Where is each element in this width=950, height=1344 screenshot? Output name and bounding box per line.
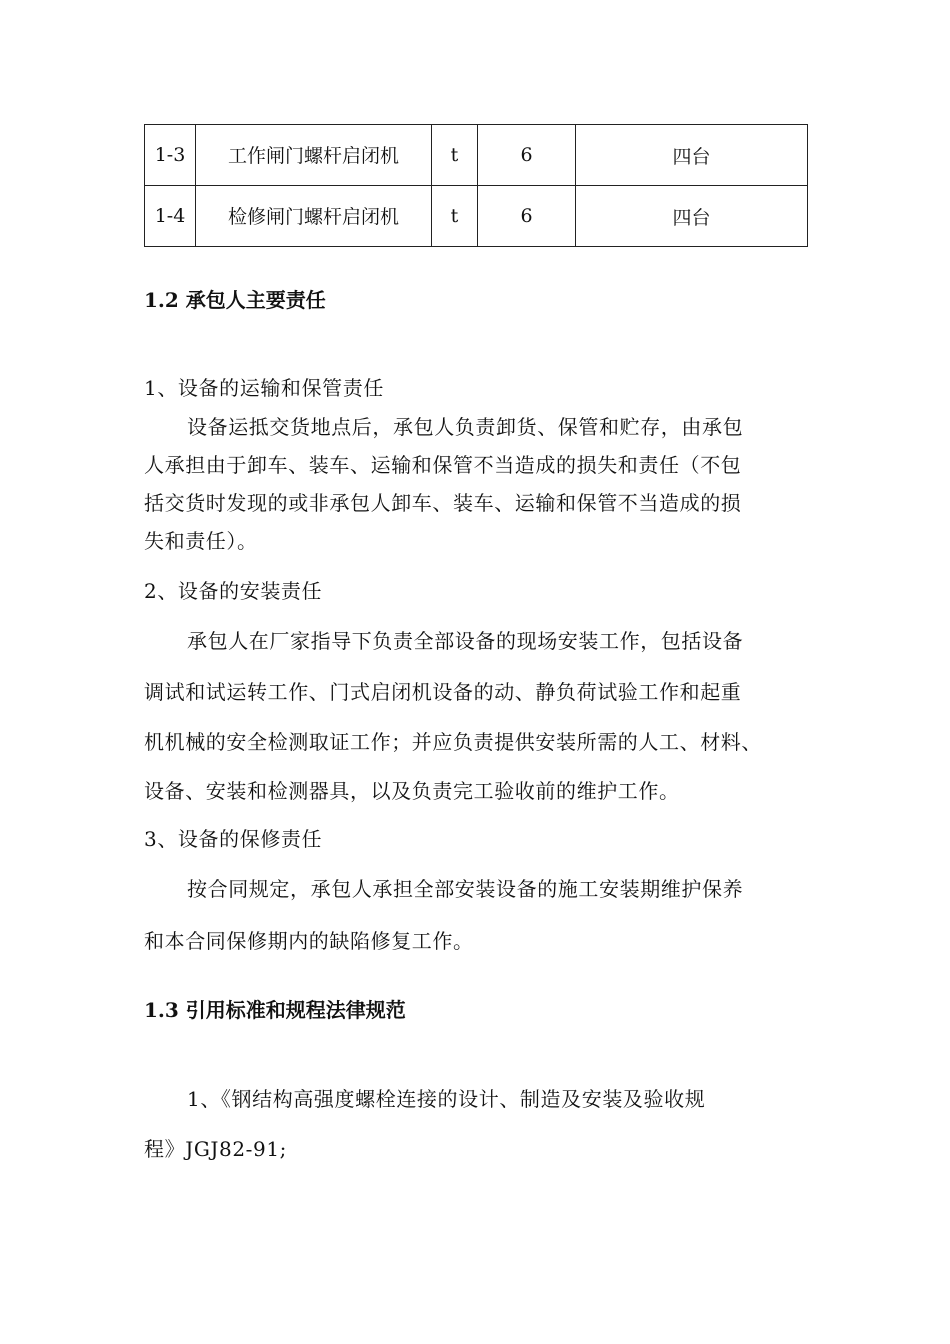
item2-line: 机机械的安全检测取证工作；并应负责提供安装所需的人工、材料、: [144, 730, 762, 754]
table-row: [145, 186, 808, 247]
unit: t: [432, 186, 478, 247]
item1-line: 设备运抵交货地点后，承包人负责卸货、保管和贮存，由承包: [187, 415, 744, 439]
count: 四台: [576, 125, 808, 186]
standard-line: 程》JGJ82-91;: [144, 1137, 288, 1161]
item2-line: 调试和试运转工作、门式启闭机设备的动、静负荷试验工作和起重: [144, 680, 742, 704]
section-heading-1-2: 1.2 承包人主要责任: [144, 288, 326, 312]
quantity: 6: [478, 125, 576, 186]
count: 四台: [576, 186, 808, 247]
item2-title: 2、设备的安装责任: [144, 579, 323, 603]
row-number: 1-3: [145, 125, 196, 186]
unit: t: [432, 125, 478, 186]
item3-line: 和本合同保修期内的缺陷修复工作。: [144, 929, 474, 953]
item2-line: 承包人在厂家指导下负责全部设备的现场安装工作，包括设备: [187, 629, 744, 653]
item1-title: 1、设备的运输和保管责任: [144, 376, 384, 400]
equipment-table: [144, 124, 808, 247]
item3-title: 3、设备的保修责任: [144, 827, 323, 851]
quantity: 6: [478, 186, 576, 247]
table-row: [145, 125, 808, 186]
item3-line: 按合同规定，承包人承担全部安装设备的施工安装期维护保养: [187, 877, 744, 901]
item2-line: 设备、安装和检测器具，以及负责完工验收前的维护工作。: [144, 779, 680, 803]
item1-line: 失和责任）。: [144, 529, 258, 553]
row-number: 1-4: [145, 186, 196, 247]
item1-line: 人承担由于卸车、装车、运输和保管不当造成的损失和责任（不包: [144, 453, 742, 477]
equipment-name: 工作闸门螺杆启闭机: [196, 125, 432, 186]
item1-line: 括交货时发现的或非承包人卸车、装车、运输和保管不当造成的损: [144, 491, 742, 515]
section-heading-1-3: 1.3 引用标准和规程法律规范: [144, 998, 406, 1022]
standard-line: 1、《钢结构高强度螺栓连接的设计、制造及安装及验收规: [187, 1087, 706, 1111]
equipment-name: 检修闸门螺杆启闭机: [196, 186, 432, 247]
